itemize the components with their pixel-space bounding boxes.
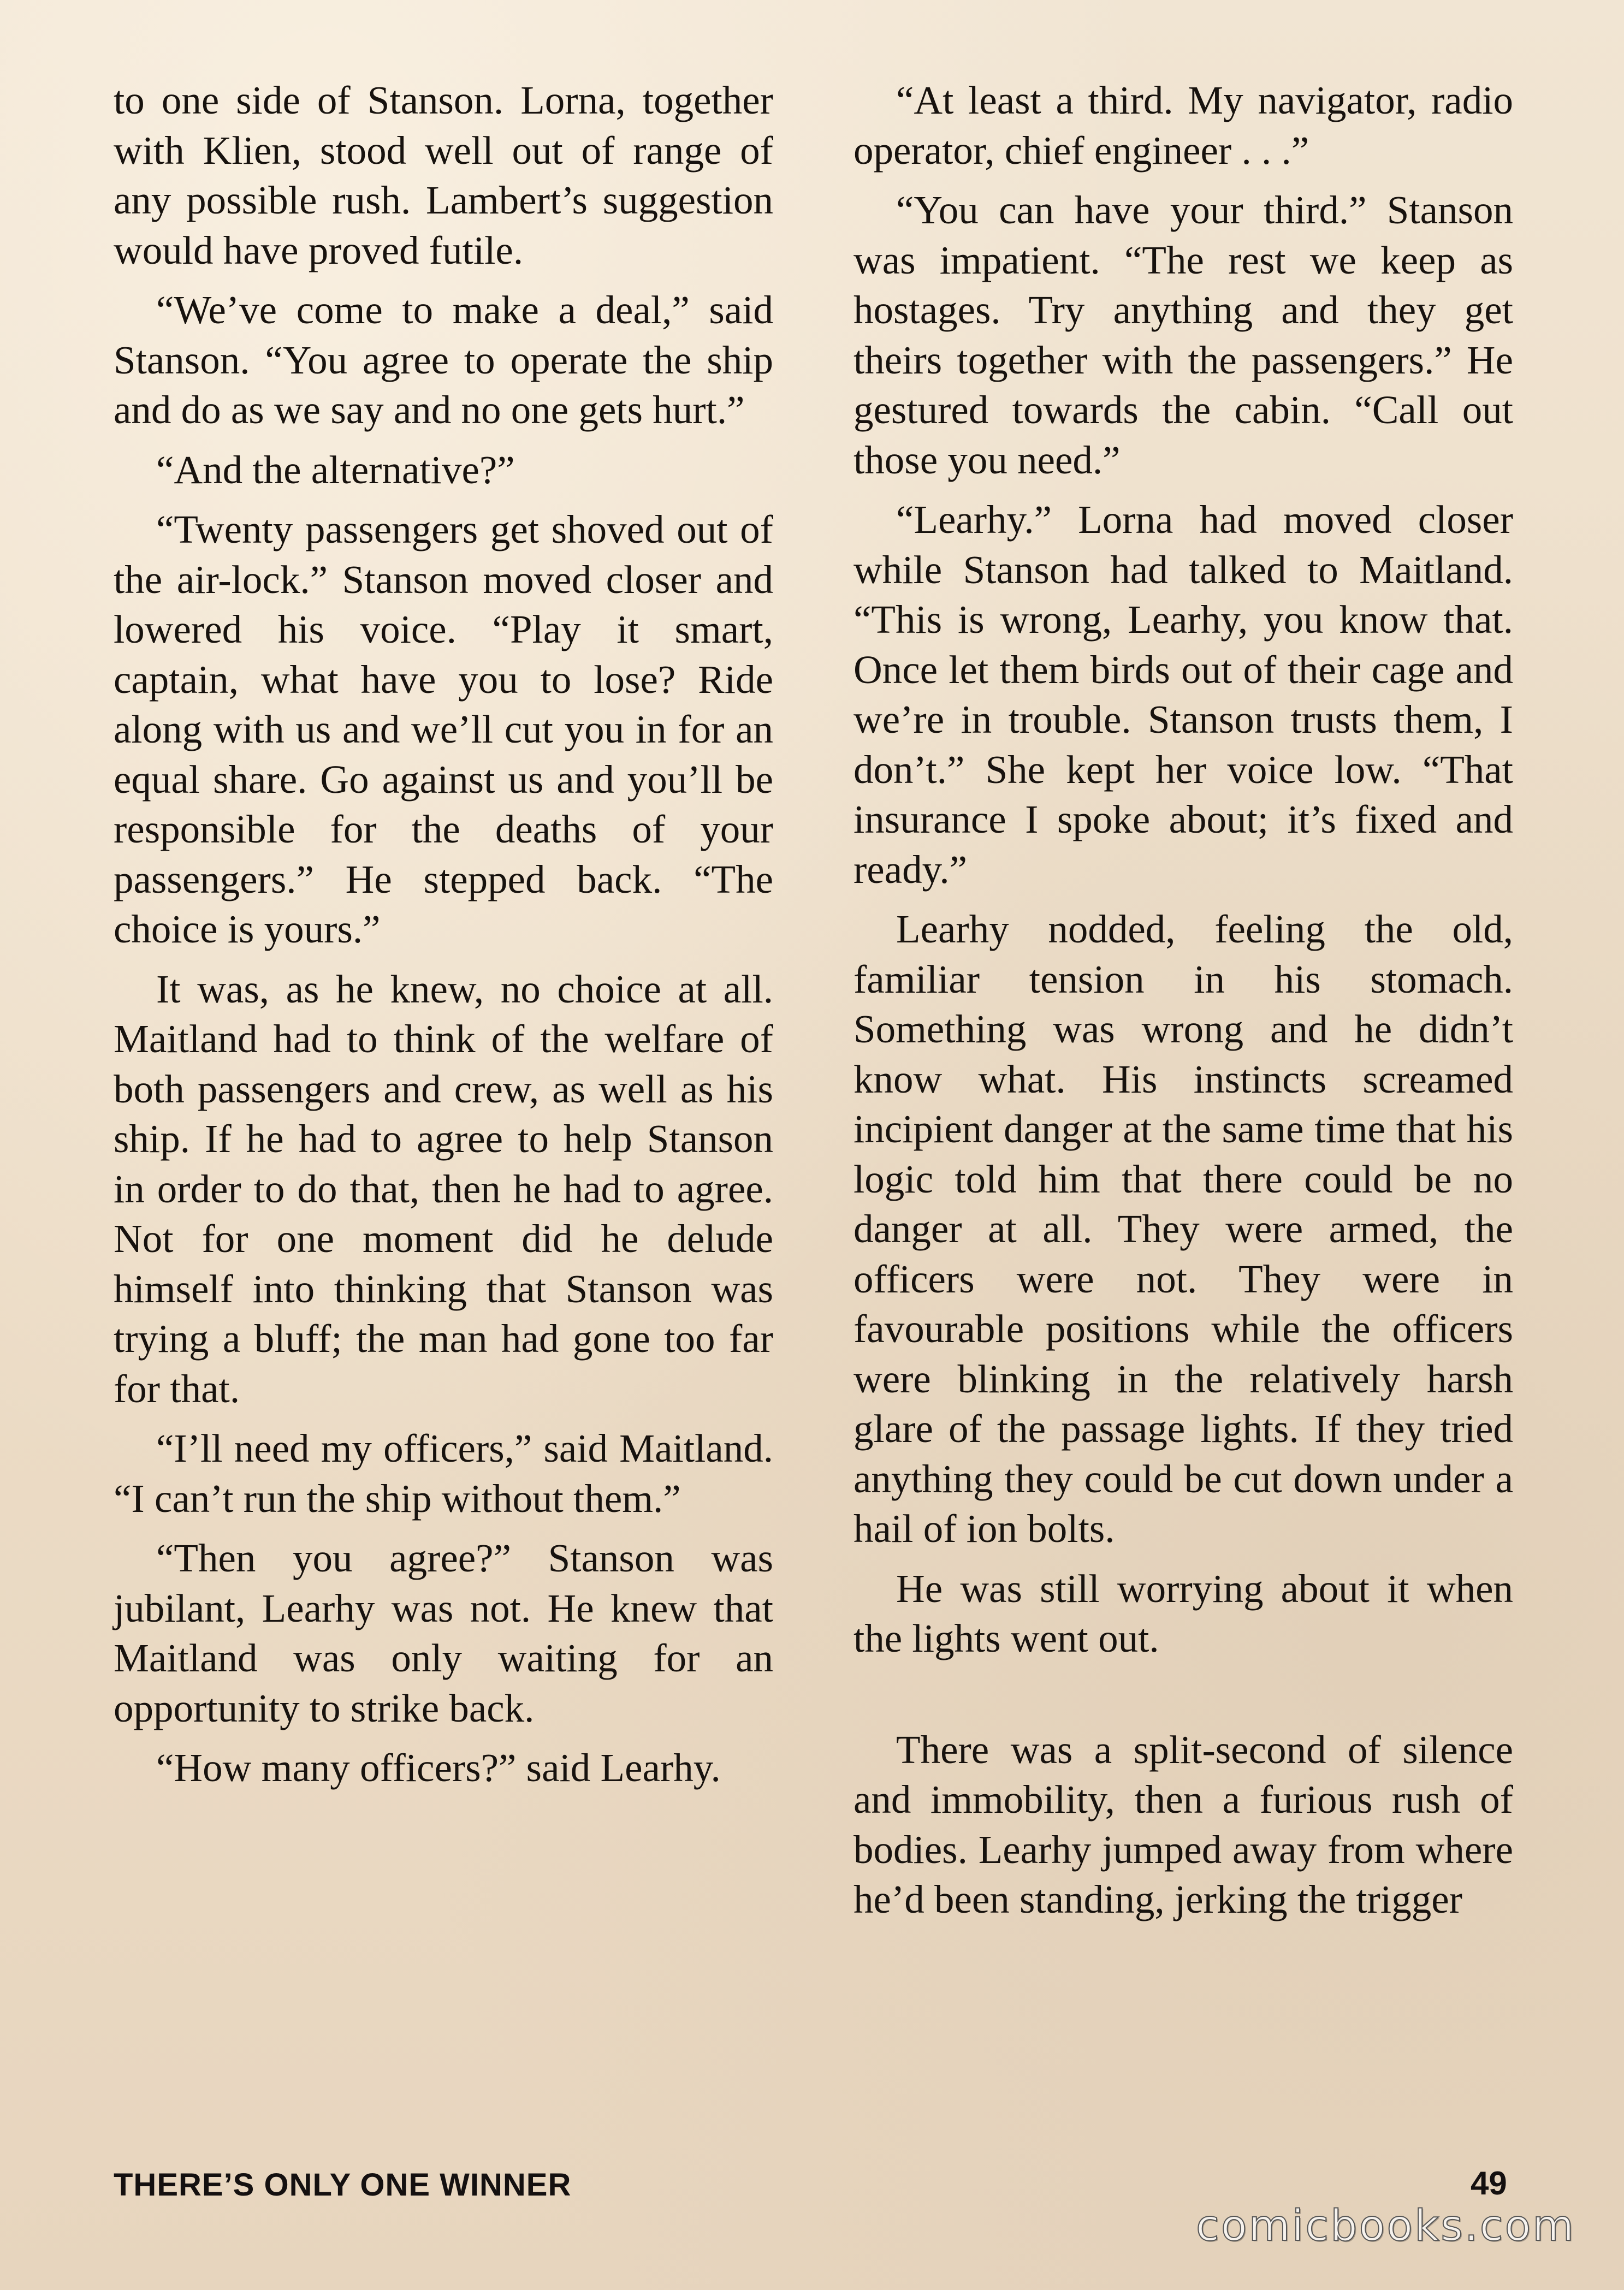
left-text-column <box>114 75 773 1803</box>
page-number: 49 <box>1471 2165 1507 2202</box>
paragraph: to one side of Stanson. Lorna, together with Klien, stood well out of range of any possible rush. Lambert’s suggestion would have proved futile. <box>114 78 773 272</box>
paragraph: “At least a third. My navigator, radio operator, chief engineer . . .” <box>854 78 1513 173</box>
paragraph: “How many officers?” said Learhy. <box>156 1746 721 1790</box>
paragraph: Learhy nodded, feeling the old, familiar tension in his stomach. Something was wrong and he didn’t know what. His instincts screamed incipient danger at the same time that his logic told him that there could be no danger at all. They were armed, the officers were not. They were in favourable positions while the officers were blinking in the relatively harsh glare of the passage lights. If they tried anything they could be cut down under a hail of ion bolts. <box>854 907 1513 1551</box>
right-text-column <box>854 75 1513 1935</box>
source-watermark: comicbooks.com <box>1196 2202 1576 2251</box>
paragraph: “Learhy.” Lorna had moved closer while Stanson had talked to Maitland. “This is wrong, Learhy, you know that. Once let them birds out of their cage and we’re in trouble. Stanson trusts them, I don’t.” She kept her voice low. “That insurance I spoke about; it’s fixed and ready.” <box>854 497 1513 892</box>
paragraph: “I’ll need my officers,” said Maitland. “I can’t run the ship without them.” <box>114 1426 773 1521</box>
paragraph: “Then you agree?” Stanson was jubilant, Learhy was not. He knew that Maitland was only waiting for an opportunity to strike back. <box>114 1536 773 1730</box>
paragraph: There was a split-second of silence and immobility, then a furious rush of bodies. Learhy jumped away from where he’d been standing, jerking the trigger <box>854 1727 1513 1921</box>
running-footer-title: THERE’S ONLY ONE WINNER <box>114 2167 572 2203</box>
paragraph: He was still worrying about it when the lights went out. <box>854 1566 1513 1660</box>
paragraph: “Twenty passengers get shoved out of the air-lock.” Stanson moved closer and lowered his voice. “Play it smart, captain, what have you to lose? Ride along with us and we’ll cut you in for an equal share. Go against us and you’ll be responsible for the deaths of your passengers.” He stepped back. “The choice is yours.” <box>114 507 773 951</box>
paragraph: It was, as he knew, no choice at all. Maitland had to think of the welfare of both passengers and crew, as well as his ship. If he had to agree to help Stanson in order to do that, then he had to agree. Not for one moment did he delude himself into thinking that Stanson was trying a bluff; the man had gone too far for that. <box>114 966 773 1411</box>
paragraph: “You can have your third.” Stanson was impatient. “The rest we keep as hostages. Try anything and they get theirs together with the passengers.” He gestured towards the cabin. “Call out those you need.” <box>854 188 1513 482</box>
paragraph: “And the alternative?” <box>156 447 515 492</box>
paragraph: “We’ve come to make a deal,” said Stanson. “You agree to operate the ship and do as we say and no one gets hurt.” <box>114 288 773 432</box>
